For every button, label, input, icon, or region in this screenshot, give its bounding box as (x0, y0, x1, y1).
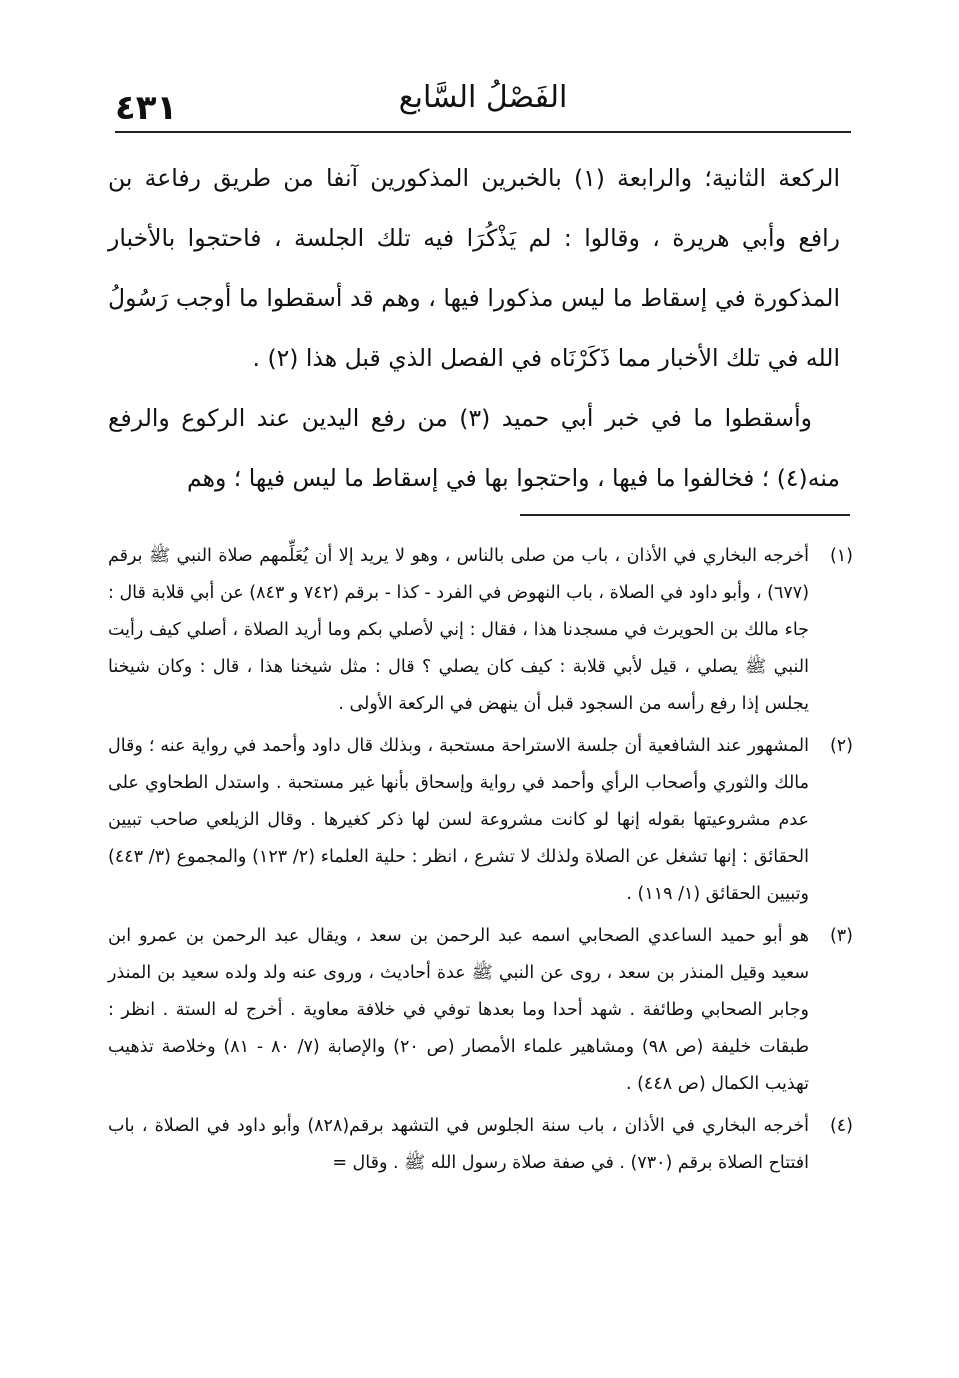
page-number: ٤٣١ (115, 88, 178, 128)
footnote-text: أخرجه البخاري في الأذان ، باب من صلى بالناس ، وهو لا يريد إلا أن يُعَلِّمهم صلاة النبي ﷺ برقم (٦٧٧) ، وأبو داود في الصلاة ، باب النهوض في الفرد - كذا - برقم (٧٤٢ و ٨٤٣) عن أبي قلابة قال : جاء مالك بن الحويرث في مسجدنا هذا ، فقال : إني لأصلي بكم وما أريد الصلاة ، أصلي كيف رأيت النبي ﷺ يصلي ، قيل لأبي قلابة : كيف كان يصلي ؟ قال : مثل شيخنا هذا ، قال : وكان شيخنا يجلس إذا رفع رأسه من السجود قبل أن ينهض في الركعة الأولى . (108, 546, 810, 714)
header-rule (115, 131, 851, 133)
footnote-1 (108, 538, 853, 723)
footnote-separator (520, 514, 850, 516)
footnote-text: المشهور عند الشافعية أن جلسة الاستراحة مستحبة ، وبذلك قال داود وأحمد في رواية عنه ؛ وقال مالك والثوري وأصحاب الرأي وأحمد في رواية وإسحاق بأنها غير مستحبة . واستدل الطحاوي على عدم مشروعيتها بقوله إنها لو كانت مشروعة لسن لها ذكر كغيرها . وقال الزيلعي صاحب تبيين الحقائق : إنها تشغل عن الصلاة ولذلك لا تشرع ، انظر : حلية العلماء (٢/ ١٢٣) والمجموع (٣/ ٤٤٣) وتبيين الحقائق (١/ ١١٩) . (108, 736, 809, 904)
footnote-2 (108, 728, 853, 913)
footnote-number: (٣) (829, 926, 853, 946)
footnotes (108, 538, 853, 1187)
footnote-text: هو أبو حميد الساعدي الصحابي اسمه عبد الرحمن بن سعد ، ويقال عبد الرحمن بن عمرو ابن سعيد وقيل المنذر بن سعد ، روى عن النبي ﷺ عدة أحاديث ، وروى عنه ولد ولده سعيد بن المنذر وجابر الصحابي وطائفة . شهد أحدا وما بعدها توفي في خلافة معاوية . أخرج له الستة . انظر : طبقات خليفة (ص ٩٨) ومشاهير علماء الأمصار (ص ٢٠) والإصابة (٧/ ٨٠ - ٨١) وخلاصة تذهيب تهذيب الكمال (ص ٤٤٨) . (108, 926, 809, 1094)
page-header (115, 70, 851, 130)
footnote-number: (٤) (829, 1116, 853, 1136)
footnote-number: (١) (829, 546, 853, 566)
footnote-text: أخرجه البخاري في الأذان ، باب سنة الجلوس في التشهد برقم(٨٢٨) وأبو داود في الصلاة ، باب افتتاح الصلاة برقم (٧٣٠) . في صفة صلاة رسول الله ﷺ . وقال = (108, 1116, 809, 1173)
main-paragraph: الركعة الثانية؛ والرابعة (١) بالخبرين المذكورين آنفا من طريق رفاعة بن رافع وأبي هريرة ، وقالوا : لم يَذْكُرَا فيه تلك الجلسة ، فاحتجوا بالأخبار المذكورة في إسقاط ما ليس مذكورا فيها ، وهم قد أسقطوا ما أوجب رَسُولُ الله في تلك الأخبار مما ذَكَرْنَاه في الفصل الذي قبل هذا (٢) . (108, 164, 840, 372)
chapter-title: الفَصْلُ السَّابع (398, 80, 568, 115)
main-paragraph: وأسقطوا ما في خبر أبي حميد (٣) من رفع اليدين عند الركوع والرفع منه(٤) ؛ فخالفوا ما فيها ، واحتجوا بها في إسقاط ما ليس فيها ؛ وهم (108, 404, 840, 492)
footnote-number: (٢) (829, 736, 853, 756)
footnote-4 (108, 1108, 853, 1182)
footnote-3 (108, 918, 853, 1103)
main-text (108, 148, 840, 508)
